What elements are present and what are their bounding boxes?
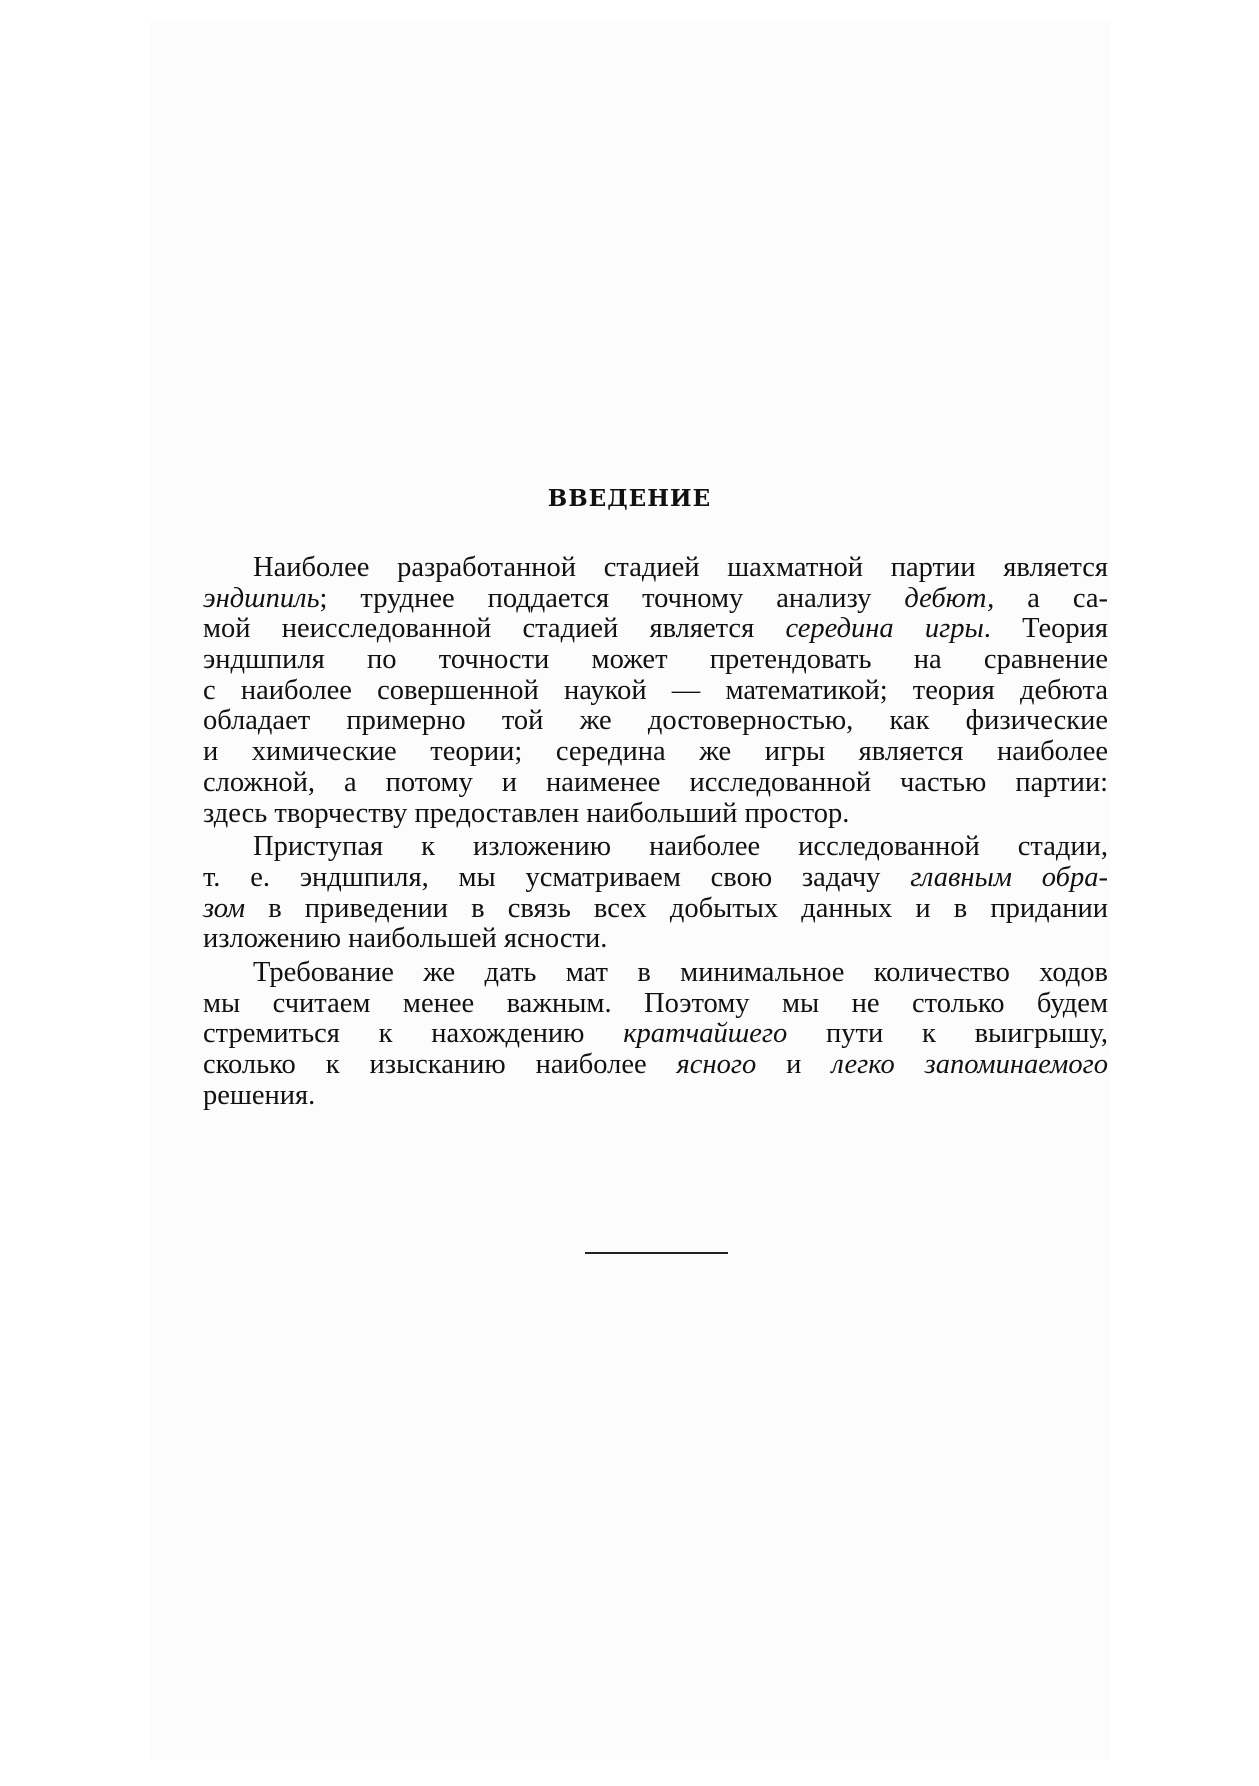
body-text <box>203 553 1108 1111</box>
text-line: и химические теории; середина же игры является наиболее <box>203 736 1108 768</box>
text-line: сложной, а потому и наименее исследованной частью партии: <box>203 766 1108 798</box>
text-line: решения. <box>203 1079 316 1111</box>
text-line: Приступая к изложению наиболее исследованной стадии, <box>253 831 1108 863</box>
text-line: здесь творчеству предоставлен наибольший простор. <box>203 797 850 829</box>
section-end-rule <box>585 1252 728 1254</box>
text-line: т. е. эндшпиля, мы усматриваем свою задачу главным обра- <box>203 861 1108 893</box>
text-line: обладает примерно той же достоверностью, как физические <box>203 705 1108 737</box>
text-line: Требование же дать мат в минимальное количество ходов <box>253 956 1108 988</box>
text-line: эндшпиль; труднее поддается точному анализу дебют, а са- <box>203 582 1109 614</box>
text-line: изложению наибольшей ясности. <box>203 923 608 955</box>
text-line: стремиться к нахождению кратчайшего пути к выигрышу, <box>203 1018 1108 1050</box>
text-line: зом в приведении в связь всех добытых данных и в придании <box>203 892 1108 924</box>
text-line: мой неисследованной стадией является середина игры. Теория <box>203 613 1109 645</box>
text-line: мы считаем менее важным. Поэтому мы не столько будем <box>203 987 1108 1019</box>
text-line: с наиболее совершенной наукой — математикой; теория дебюта <box>203 674 1108 706</box>
text-line: сколько к изысканию наиболее ясного и легко запоминаемого <box>203 1049 1108 1080</box>
text-line: эндшпиля по точности может претендовать на сравнение <box>203 644 1108 676</box>
page-title: ВВЕДЕНИЕ <box>547 485 712 512</box>
text-line: Наиболее разработанной стадией шахматной партии является <box>253 552 1108 583</box>
